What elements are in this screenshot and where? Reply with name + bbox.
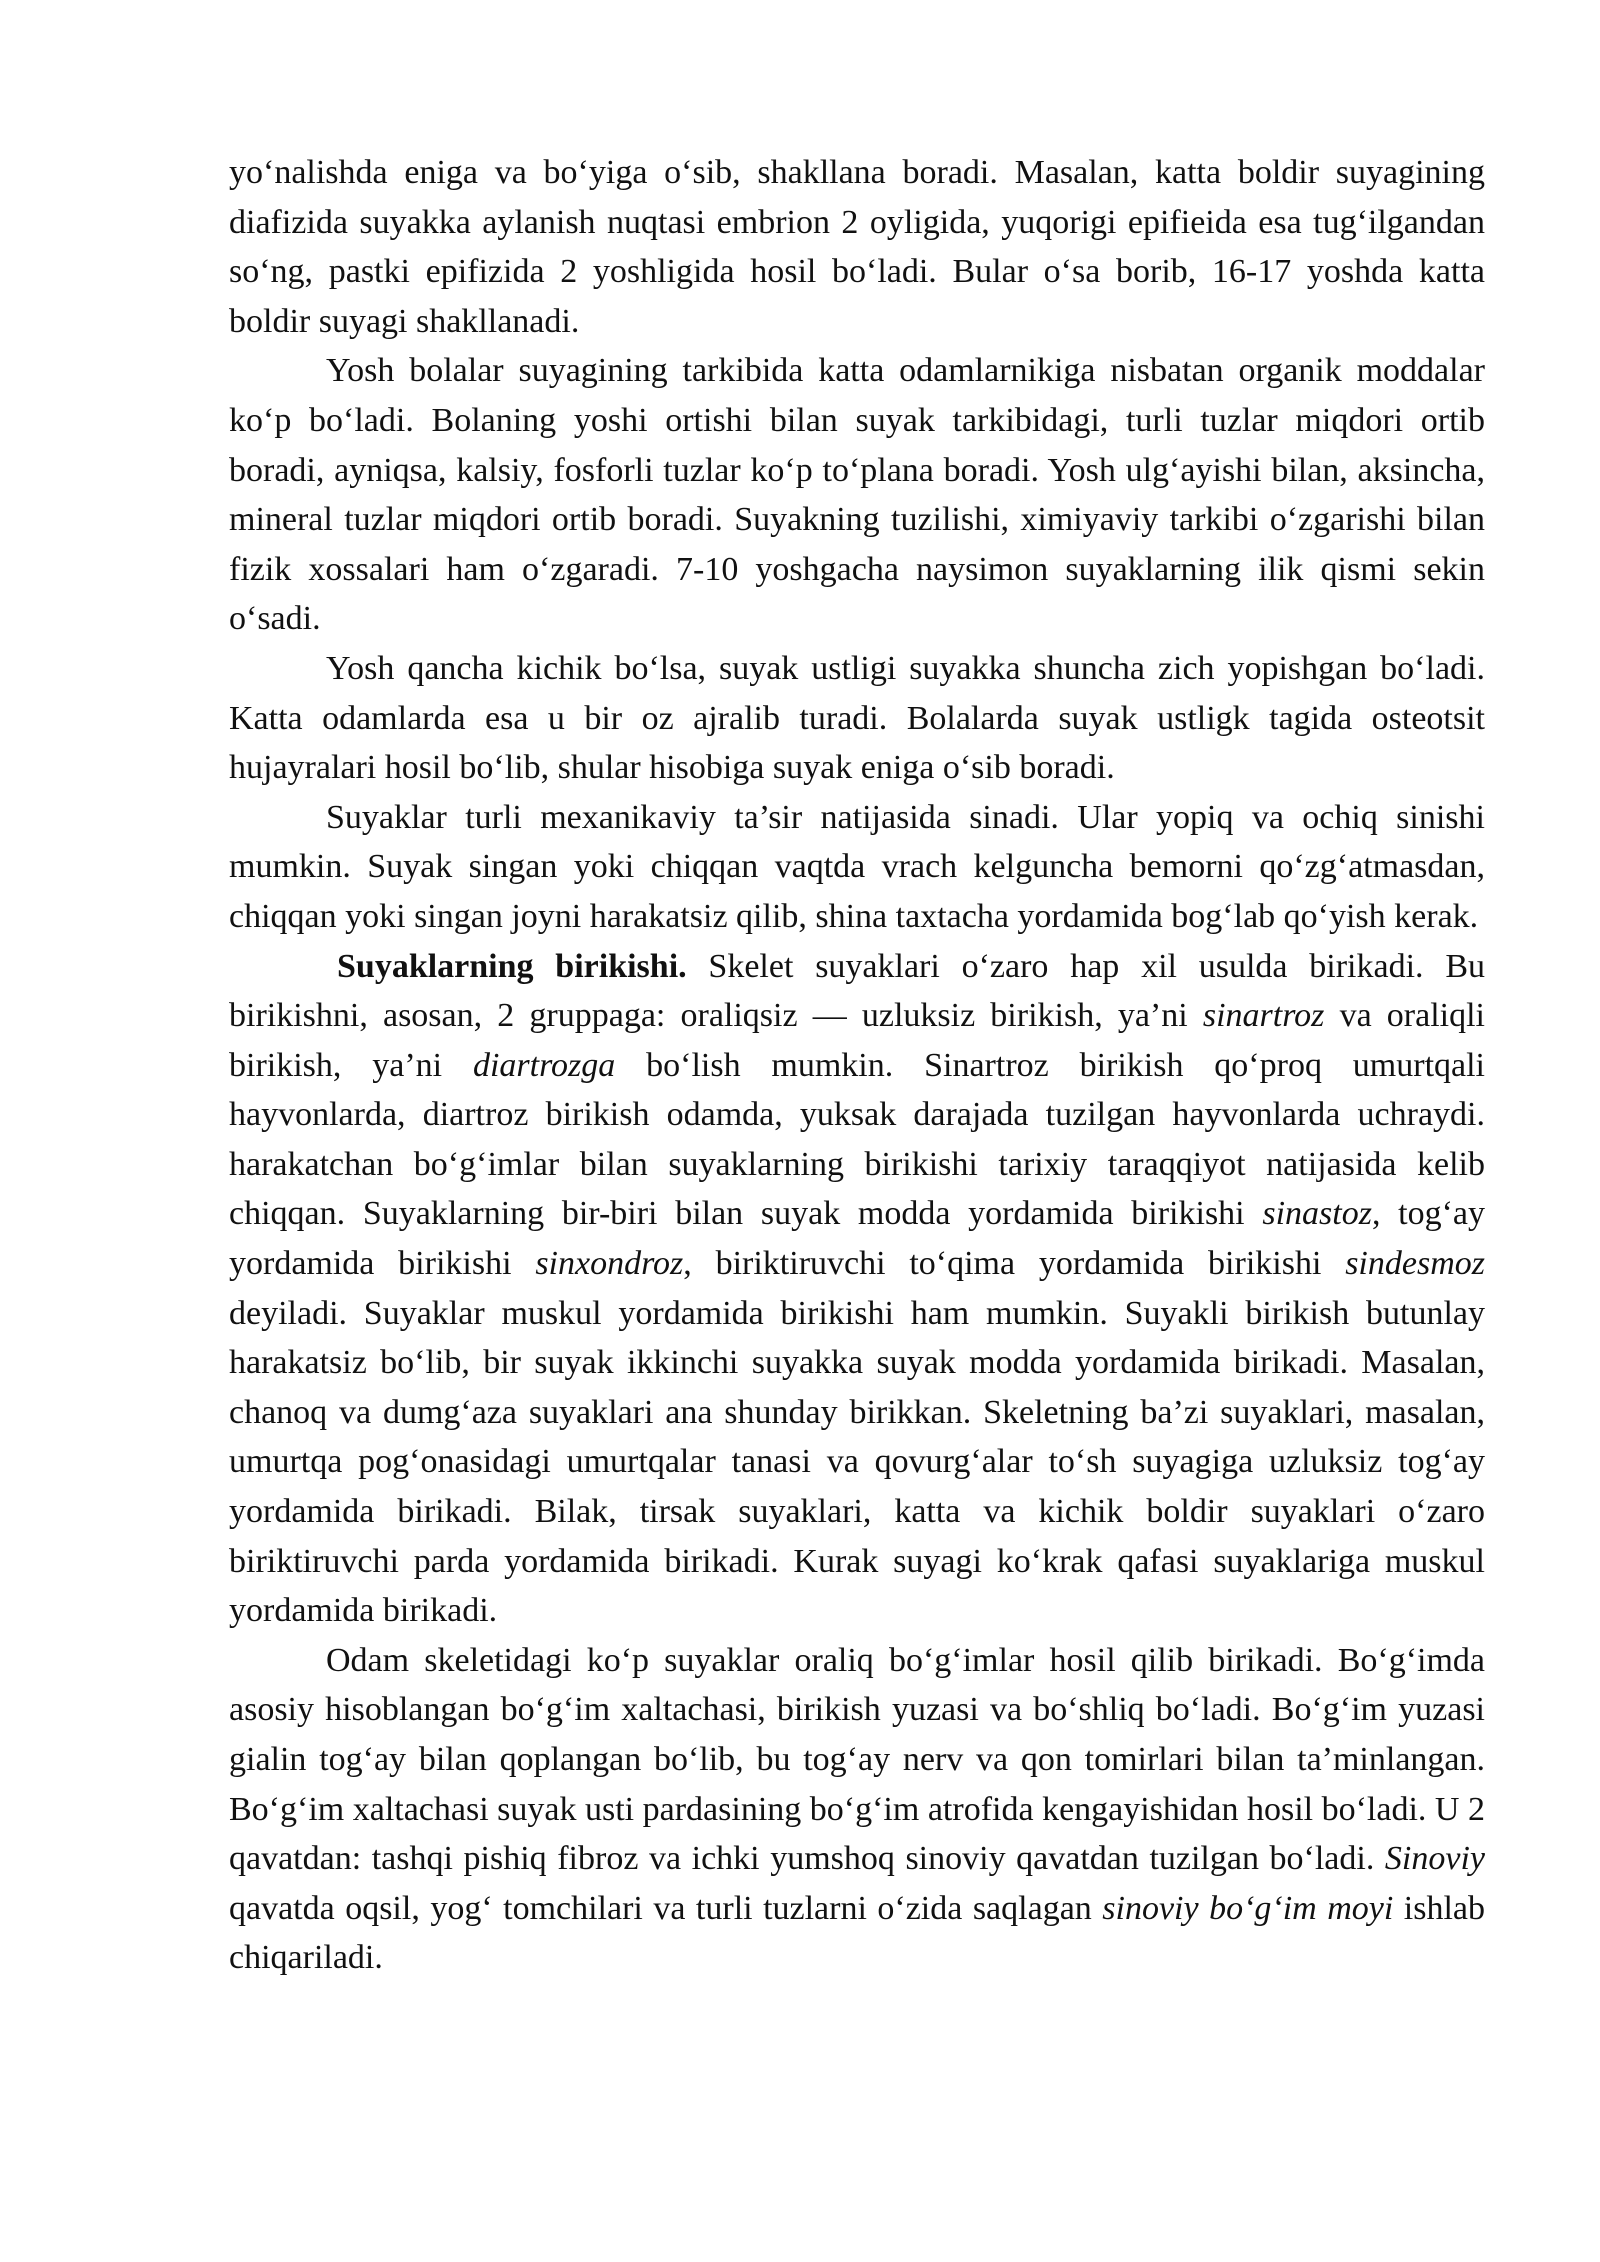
paragraph-text: Yosh bolalar suyagining tarkibida katta odamlarnikiga nisbatan organik moddalar ko‘p bo‘ladi. Bolaning yoshi ortishi bilan suyak tarkibidagi, turli tuzlar miqdori ortib boradi, ayniqsa, kalsiy, fosforli tuzlar ko‘p to‘plana boradi. Yosh ulg‘ayishi bilan, aksincha, mineral tuzlar miqdori ortib boradi. Suyakning tuzilishi, ximiyaviy tarkibi o‘zgarishi bilan fizik xossalari ham o‘zgaradi. 7-10 yoshgacha naysimon suyaklarning ilik qismi sekin o‘sadi. <box>229 352 1485 638</box>
paragraph-6 <box>229 1636 1485 1983</box>
paragraph-3 <box>229 644 1485 793</box>
paragraph-text: Yosh qancha kichik bo‘lsa, suyak ustligi suyakka shuncha zich yopishgan bo‘ladi. Katta odamlarda esa u bir oz ajralib turadi. Bolalarda suyak ustligk tagida osteotsit hujayralari hosil bo‘lib, shular hisobiga suyak eniga o‘sib boradi. <box>229 649 1485 787</box>
term-sinastoz: sinastoz <box>1262 1195 1372 1233</box>
paragraph-text: qavatda oqsil, yog‘ tomchilari va turli tuzlarni o‘zida saqlagan <box>229 1889 1103 1927</box>
paragraph-text: va oraliqli birikish, ya’ni <box>229 997 1485 1084</box>
paragraph-text: , tog‘ay yordamida birikishi <box>229 1195 1486 1283</box>
term-sinartroz: sinartroz <box>1202 997 1325 1035</box>
paragraph-text: Skelet suyaklari o‘zaro hap xil usulda birikadi. Bu birikishni, asosan, 2 gruppaga: oraliqsiz — uzluksiz birikish, ya’ni <box>229 947 1485 1035</box>
paragraph-text: Suyaklar turli mexanikaviy ta’sir natijasida sinadi. Ular yopiq va ochiq sinishi mumkin. Suyak singan yoki chiqqan vaqtda vrach kelguncha bemorni qo‘zg‘atmasdan, chiqqan yoki singan joyni harakatsiz qilib, shina taxtacha yordamida bog‘lab qo‘yish kerak. <box>229 798 1485 935</box>
term-sinoviy: Sinoviy <box>1384 1840 1485 1878</box>
term-sindesmoz: sindesmoz <box>1345 1245 1485 1283</box>
paragraph-text: yo‘nalishda eniga va bo‘yiga o‘sib, shakllana boradi. Masalan, katta boldir suyagining diafizida suyakka aylanish nuqtasi embrion 2 oyligida, yuqorigi epifieida esa tug‘ilgandan so‘ng, pastki epifizida 2 yoshligida hosil bo‘ladi. Bular o‘sa borib, 16-17 yoshda katta boldir suyagi shakllanadi. <box>229 154 1485 340</box>
term-sinoviy-moyi: sinoviy bo‘g‘im moyi <box>1102 1889 1394 1927</box>
paragraph-text: Odam skeletidagi ko‘p suyaklar oraliq bo‘g‘imlar hosil qilib birikadi. Bo‘g‘imda asosiy hisoblangan bo‘g‘im xaltachasi, birikish yuzasi va bo‘shliq bo‘ladi. Bo‘g‘im yuzasi gialin tog‘ay bilan qoplangan bo‘lib, bu tog‘ay nerv va qon tomirlari bilan ta’minlangan. Bo‘g‘im xaltachasi suyak usti pardasining bo‘g‘im atrofida kengayishidan hosil bo‘ladi. U 2 qavatdan: tashqi pishiq fibroz va ichki yumshoq sinoviy qavatdan tuzilgan bo‘ladi. <box>229 1641 1485 1878</box>
paragraph-text: bo‘lish mumkin. Sinartroz birikish qo‘proq umurtqali hayvonlarda, diartroz birikish odamda, yuksak darajada tuzilgan hayvonlarda uchraydi. harakatchan bo‘g‘imlar bilan suyaklarning birikishi tarixiy taraqqiyot natijasida kelib chiqqan. Suyaklarning bir-biri bilan suyak modda yordamida birikishi <box>229 1046 1485 1233</box>
paragraph-4 <box>229 793 1485 942</box>
paragraph-text: ishlab chiqariladi. <box>229 1889 1485 1977</box>
paragraph-5 <box>229 942 1485 1636</box>
term-sinxondroz: sinxondroz <box>535 1245 684 1283</box>
paragraph-1 <box>229 148 1485 346</box>
paragraph-text: , biriktiruvchi to‘qima yordamida birikishi <box>683 1245 1346 1283</box>
section-heading: Suyaklarning birikishi. <box>337 947 687 985</box>
term-diartroz: diartrozga <box>472 1046 616 1084</box>
paragraph-text: deyiladi. Suyaklar muskul yordamida birikishi ham mumkin. Suyakli birikish butunlay harakatsiz bo‘lib, bir suyak ikkinchi suyakka suyak modda yordamida birikadi. Masalan, chanoq va dumg‘aza suyaklari ana shunday birikkan. Skeletning ba’zi suyaklari, masalan, umurtqa pog‘onasidagi umurtqalar tanasi va qovurg‘alar to‘sh suyagiga uzluksiz tog‘ay yordamida birikadi. Bilak, tirsak suyaklari, katta va kichik boldir suyaklari o‘zaro biriktiruvchi parda yordamida birikadi. Kurak suyagi ko‘krak qafasi suyaklariga muskul yordamida birikadi. <box>229 1294 1485 1630</box>
paragraph-2 <box>229 346 1485 644</box>
document-page <box>229 148 1485 1983</box>
